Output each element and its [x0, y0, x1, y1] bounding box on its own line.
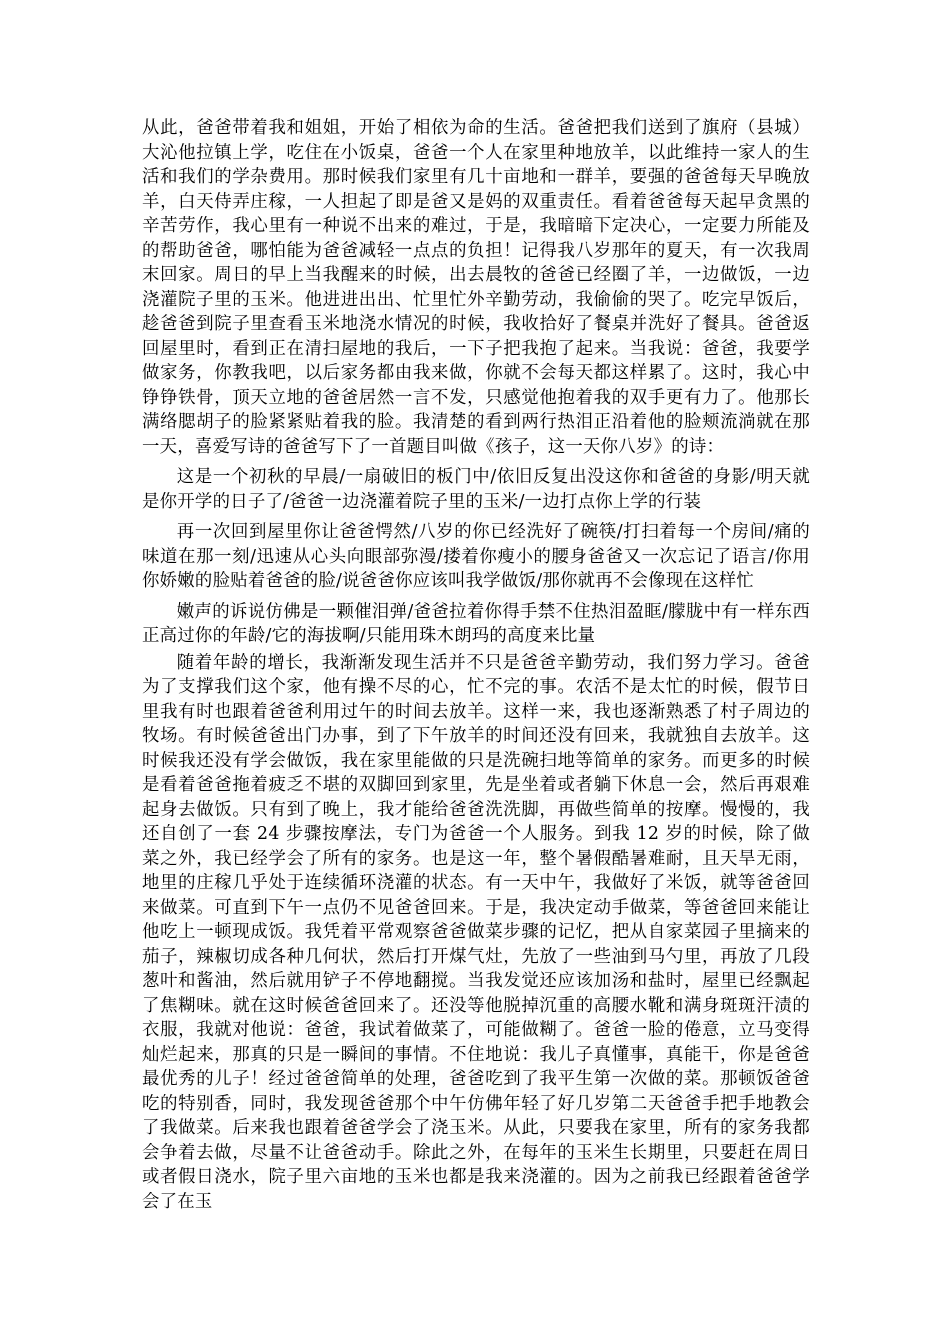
poem-stanza-1: 这是一个初秋的早晨/一扇破旧的板门中/依旧反复出没这你和爸爸的身影/明天就是你开学的日子了/爸爸一边浇灌着院子里的玉米/一边打点你上学的行装 [142, 467, 810, 512]
document-body [142, 116, 810, 1214]
paragraph-growing-up: 随着年龄的增长，我渐渐发现生活并不只是爸爸辛勤劳动，我们努力学习。爸爸为了支撑我们这个家，他有操不尽的心，忙不完的事。农活不是太忙的时候，假节日里我有时也跟着爸爸利用过午的时间去放羊。这样一来，我也逐渐熟悉了村子周边的牧场。有时候爸爸出门办事，到了下午放羊的时间还没有回来，我就独自去放羊。这时候我还没有学会做饭，我在家里能做的只是洗碗扫地等简单的家务。而更多的时候是看着爸爸拖着疲乏不堪的双脚回到家里，先是坐着或者躺下休息一会，然后再艰难起身去做饭。只有到了晚上，我才能给爸爸洗洗脚，再做些简单的按摩。慢慢的，我还自创了一套 24 步骤按摩法，专门为爸爸一个人服务。到我 12 岁的时候，除了做菜之外，我已经学会了所有的家务。也是这一年，整个暑假酷暑难耐，且天旱无雨，地里的庄稼几乎处于连续循环浇灌的状态。有一天中午，我做好了米饭，就等爸爸回来做菜。可直到下午一点仍不见爸爸回来。于是，我决定动手做菜，等爸爸回来能让他吃上一顿现成饭。我凭着平常观察爸爸做菜步骤的记忆，把从自家菜园子里摘来的茄子，辣椒切成各种几何状，然后打开煤气灶，先放了一些油到马勺里，再放了几段葱叶和酱油，然后就用铲子不停地翻搅。当我发觉还应该加汤和盐时，屋里已经飘起了焦糊味。就在这时候爸爸回来了。还没等他脱掉沉重的高腰水靴和满身斑斑汗渍的衣服，我就对他说：爸爸，我试着做菜了，可能做糊了。爸爸一脸的倦意，立马变得灿烂起来，那真的只是一瞬间的事情。不住地说：我儿子真懂事，真能干，你是爸爸最优秀的儿子！经过爸爸简单的处理，爸爸吃到了我平生第一次做的菜。那顿饭爸爸吃的特别香，同时，我发现爸爸那个中午仿佛年轻了好几岁第二天爸爸手把手地教会了我做菜。后来我也跟着爸爸学会了浇玉米。从此，只要我在家里，所有的家务我都会争着去做，尽量不让爸爸动手。除此之外，在每年的玉米生长期里，只要赶在周日或者假日浇水，院子里六亩地的玉米也都是我来浇灌的。因为之前我已经跟着爸爸学会了在玉 [142, 652, 810, 1212]
poem-stanza-3: 嫩声的诉说仿佛是一颗催泪弹/爸爸拉着你得手禁不住热泪盈眶/朦胧中有一样东西正高过你的年龄/它的海拔啊/只能用珠木朗玛的高度来比量 [142, 601, 810, 646]
poem-stanza-2: 再一次回到屋里你让爸爸愕然/八岁的你已经洗好了碗筷/打扫着每一个房间/痛的味道在那一刻/迅速从心头向眼部弥漫/搂着你瘦小的腰身爸爸又一次忘记了语言/你用你娇嫩的脸贴着爸爸的脸/说爸爸你应该叫我学做饭/那你就再不会像现在这样忙 [142, 522, 810, 591]
paragraph-intro: 从此，爸爸带着我和姐姐，开始了相依为命的生活。爸爸把我们送到了旗府（县城）大沁他拉镇上学，吃住在小饭桌，爸爸一个人在家里种地放羊，以此维持一家人的生活和我们的学杂费用。那时候我们家里有几十亩地和一群羊，要强的爸爸每天早晚放羊，白天侍弄庄稼，一人担起了即是爸又是妈的双重责任。看着爸爸每天起早贪黑的辛苦劳作，我心里有一种说不出来的难过，于是，我暗暗下定决心，一定要力所能及的帮助爸爸，哪怕能为爸爸减轻一点点的负担！记得我八岁那年的夏天，有一次我周末回家。周日的早上当我醒来的时候，出去晨牧的爸爸已经圈了羊，一边做饭，一边浇灌院子里的玉米。他进进出出、忙里忙外辛勤劳动，我偷偷的哭了。吃完早饭后，趁爸爸到院子里查看玉米地浇水情况的时候，我收拾好了餐桌并洗好了餐具。爸爸返回屋里时，看到正在清扫屋地的我后，一下子把我抱了起来。当我说：爸爸，我要学做家务，你教我吧，以后家务都由我来做，你就不会每天都这样累了。这时，我心中铮铮铁骨，顶天立地的爸爸居然一言不发，只感觉他抱着我的双手更有力了。他那长满络腮胡子的脸紧紧贴着我的脸。我清楚的看到两行热泪正沿着他的脸颊流淌就在那一天，喜爱写诗的爸爸写下了一首题目叫做《孩子，这一天你八岁》的诗： [142, 118, 810, 457]
